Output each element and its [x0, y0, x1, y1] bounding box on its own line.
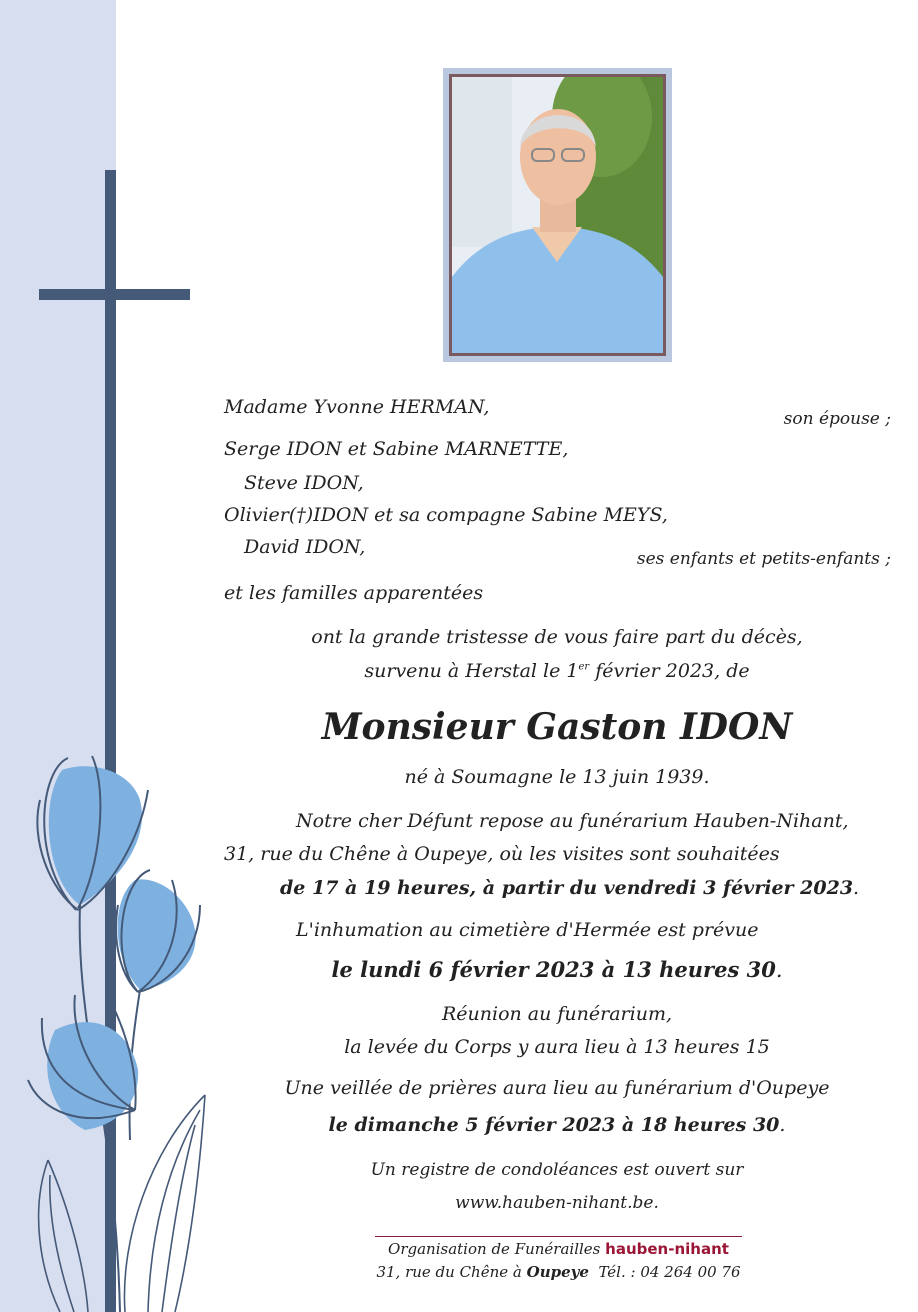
family-grandchild: David IDON,	[244, 536, 366, 558]
brand-logo: hauben-nihant	[605, 1240, 729, 1258]
vigil-date-text: le dimanche 5 février 2023 à 18 heures 30	[328, 1114, 780, 1136]
rest-line: Notre cher Défunt repose au funérarium Hauben-Nihant,	[296, 810, 849, 832]
family-child: Serge IDON et Sabine MARNETTE,	[224, 438, 569, 460]
family-spouse: Madame Yvonne HERMAN,	[224, 396, 490, 418]
footer-address-text: 31, rue du Chêne à	[376, 1263, 522, 1281]
footer-organisation	[375, 1240, 742, 1258]
footer-divider	[375, 1236, 742, 1237]
announcement-superscript: er	[578, 661, 590, 673]
family-grandchild: Steve IDON,	[244, 472, 364, 494]
family-relatives: et les familles apparentées	[224, 582, 484, 604]
lifting-line: la levée du Corps y aura lieu à 13 heures 15	[344, 1036, 770, 1058]
vigil-period: .	[779, 1114, 786, 1136]
meeting-line: Réunion au funérarium,	[441, 1003, 673, 1025]
visits-schedule-text: de 17 à 19 heures, à partir du vendredi 3 février 2023	[280, 877, 854, 899]
burial-period: .	[775, 958, 783, 982]
footer-phone: Tél. : 04 264 00 76	[598, 1263, 741, 1281]
portrait-border	[449, 74, 666, 356]
announcement-line: ont la grande tristesse de vous faire part du décès,	[311, 626, 803, 648]
footer-address	[375, 1263, 742, 1281]
tulip-flower-icon	[28, 995, 138, 1130]
footer-org-text: Organisation de Funérailles	[388, 1240, 601, 1258]
visits-period: .	[853, 877, 860, 899]
portrait-photo	[452, 77, 663, 353]
cross-icon	[39, 170, 190, 1312]
vigil-line: Une veillée de prières aura lieu au funérarium d'Oupeye	[284, 1077, 830, 1099]
footer-town: Oupeye	[526, 1263, 589, 1281]
deceased-name: Monsieur Gaston IDON	[321, 706, 793, 748]
portrait-frame	[443, 68, 672, 362]
rest-address-line: 31, rue du Chêne à Oupeye, où les visites sont souhaitées	[224, 843, 780, 865]
deceased-birth: né à Soumagne le 13 juin 1939.	[404, 766, 710, 788]
leaf-icon	[39, 1095, 205, 1312]
cross-and-tulips-decoration	[0, 0, 260, 1312]
burial-line: L'inhumation au cimetière d'Hermée est prévue	[296, 919, 759, 941]
register-line: Un registre de condoléances est ouvert sur	[370, 1160, 744, 1180]
tulip-flower-icon	[116, 870, 200, 992]
announcement-line-date	[222, 660, 892, 682]
family-children-relation: ses enfants et petits-enfants ;	[636, 549, 891, 569]
family-spouse-relation: son épouse ;	[783, 409, 891, 429]
burial-date-text: le lundi 6 février 2023 à 13 heures 30	[331, 957, 776, 982]
vigil-date	[222, 1114, 892, 1136]
family-child: Olivier(†)IDON et sa compagne Sabine MEYS,	[224, 504, 668, 526]
visits-schedule	[280, 877, 859, 899]
announcement-date-text-end: février 2023, de	[589, 660, 750, 682]
burial-date	[222, 957, 892, 982]
website-link[interactable]: www.hauben-nihant.be.	[455, 1193, 659, 1213]
announcement-date-text: survenu à Herstal le 1	[364, 660, 579, 682]
